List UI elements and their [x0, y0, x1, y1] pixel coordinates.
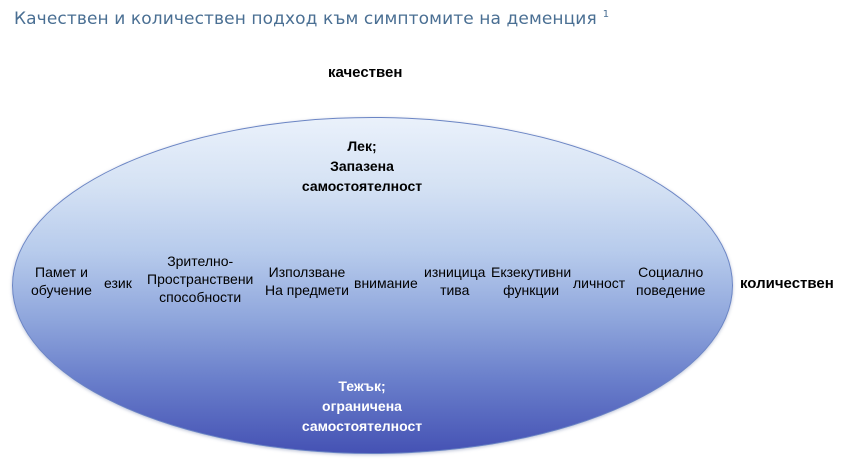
severe-line-2: ограничена — [322, 398, 402, 414]
mild-line-3: самостоятелност — [301, 178, 423, 194]
domain-social-line-1: Социално — [638, 264, 704, 280]
mild-line-1: Лек; — [347, 138, 377, 154]
domain-personality-text: личност — [573, 275, 626, 291]
domain-language-text: език — [104, 275, 132, 291]
domain-memory-line-2: обучение — [31, 282, 92, 298]
mild-severity-label — [262, 136, 462, 196]
domain-social — [636, 263, 705, 299]
domain-visuospatial-line-1: Зрително- — [167, 253, 234, 269]
domain-executive-line-1: Екзекутивни — [491, 264, 572, 280]
quantitative-axis-label: количествен — [740, 275, 834, 292]
severe-severity-label — [262, 376, 462, 436]
domain-initiative-line-2: тива — [440, 282, 470, 298]
domain-visuospatial — [147, 252, 253, 306]
qualitative-axis-label: качествен — [328, 64, 403, 81]
domain-personality — [573, 274, 625, 292]
slide-title — [14, 9, 609, 29]
domain-visuospatial-line-3: способности — [159, 289, 242, 305]
mild-line-2: Запазена — [330, 158, 394, 174]
domain-praxis-line-2: На предмети — [265, 282, 349, 298]
domain-social-line-2: поведение — [636, 282, 706, 298]
domain-initiative — [424, 263, 485, 299]
domain-praxis — [265, 263, 349, 299]
severe-line-1: Тежък; — [338, 378, 386, 394]
slide-title-text: Качествен и количествен подход към симптомите на деменция — [14, 9, 597, 29]
domain-memory — [31, 263, 92, 299]
domain-language — [104, 274, 132, 292]
domain-initiative-line-1: изницица — [424, 264, 486, 280]
domain-executive-line-2: функции — [503, 282, 560, 298]
domain-attention-text: внимание — [354, 275, 418, 291]
domain-praxis-line-1: Използване — [268, 264, 346, 280]
domain-attention — [354, 274, 418, 292]
domain-visuospatial-line-2: Пространствени — [147, 271, 254, 287]
domain-executive — [491, 263, 571, 299]
severe-line-3: самостоятелност — [301, 418, 423, 434]
title-footnote: 1 — [602, 9, 610, 21]
domain-memory-line-1: Памет и — [35, 264, 88, 280]
